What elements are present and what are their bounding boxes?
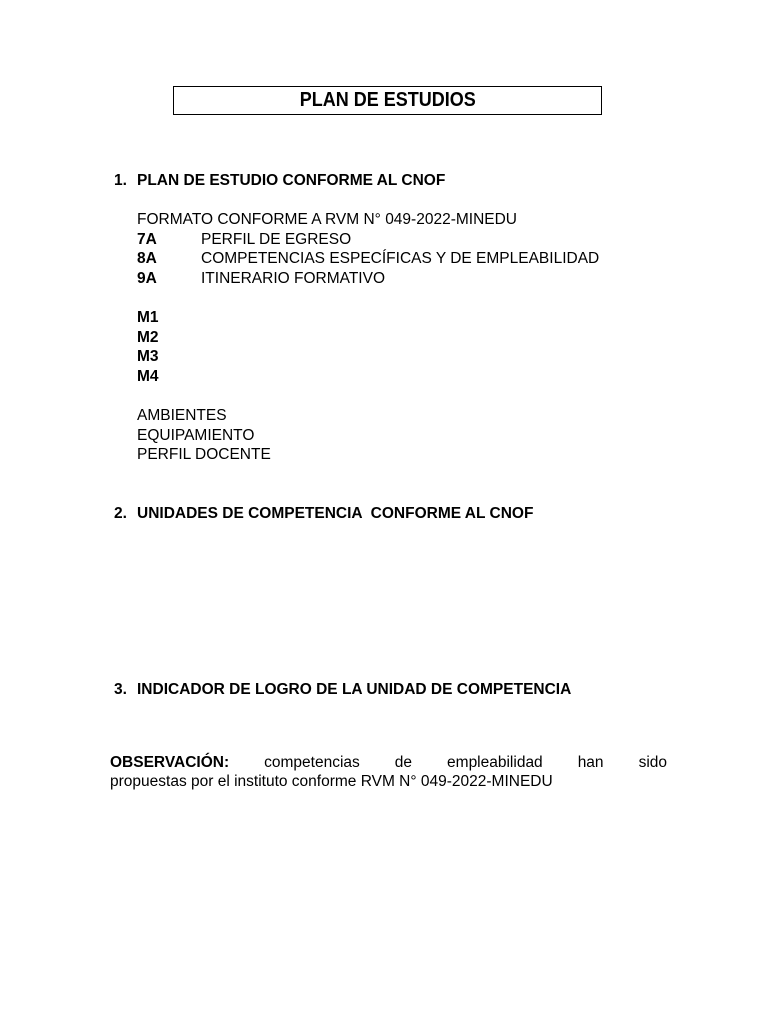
observation-word: de (394, 754, 413, 771)
section-title: INDICADOR DE LOGRO DE LA UNIDAD DE COMPETENCIA (137, 681, 572, 698)
module-m1: M1 (137, 309, 159, 326)
annex-row-7a (137, 231, 351, 249)
observation-word: sido (638, 754, 667, 771)
section-1-heading (114, 172, 445, 190)
annex-code: 7A (137, 231, 157, 248)
title-box (173, 86, 602, 115)
section-title: UNIDADES DE COMPETENCIA CONFORME AL CNOF (137, 505, 534, 522)
section-number: 2. (114, 505, 127, 522)
observation-label: OBSERVACIÓN: (110, 754, 230, 771)
observation-word: competencias (264, 754, 360, 771)
resource-equipamiento: EQUIPAMIENTO (137, 427, 255, 444)
formato-line: FORMATO CONFORME A RVM N° 049-2022-MINEDU (137, 211, 517, 228)
annex-row-9a (137, 270, 385, 288)
module-m4: M4 (137, 368, 159, 385)
section-number: 3. (114, 681, 127, 698)
resource-perfil-docente: PERFIL DOCENTE (137, 446, 271, 463)
annex-row-8a (137, 250, 599, 268)
module-m3: M3 (137, 348, 159, 365)
observation-line-2: propuestas por el instituto conforme RVM N° 049-2022-MINEDU (110, 773, 553, 790)
annex-code: 9A (137, 270, 157, 287)
module-m2: M2 (137, 329, 159, 346)
annex-code: 8A (137, 250, 157, 267)
section-3-heading (114, 681, 571, 699)
observation-word: han (577, 754, 604, 771)
annex-label: COMPETENCIAS ESPECÍFICAS Y DE EMPLEABILIDAD (201, 250, 600, 267)
section-2-heading (114, 505, 533, 523)
annex-label: PERFIL DE EGRESO (201, 231, 352, 248)
observation-paragraph (110, 753, 667, 791)
observation-word: empleabilidad (447, 754, 543, 771)
annex-label: ITINERARIO FORMATIVO (201, 270, 385, 287)
resource-ambientes: AMBIENTES (137, 407, 227, 424)
section-title: PLAN DE ESTUDIO CONFORME AL CNOF (137, 172, 446, 189)
page-title: PLAN DE ESTUDIOS (299, 89, 476, 111)
section-number: 1. (114, 172, 127, 189)
observation-line-1 (110, 753, 667, 772)
